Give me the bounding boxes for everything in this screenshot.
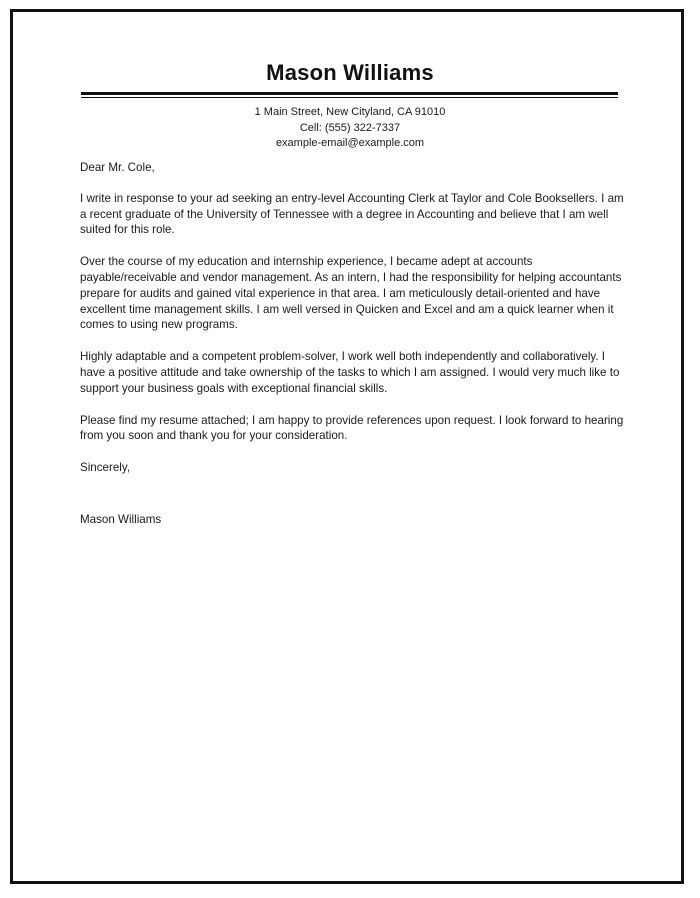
sender-name: Mason Williams bbox=[266, 60, 434, 85]
letter-body bbox=[80, 160, 625, 528]
sender-address: 1 Main Street, New Cityland, CA 91010 bbox=[254, 106, 446, 118]
letter-closing: Sincerely, bbox=[80, 461, 131, 475]
contact-block bbox=[0, 105, 700, 152]
letter-paragraph-1: I write in response to your ad seeking an entry-level Accounting Clerk at Taylor and Cole Booksellers. I am a recent graduate of the University of Tennessee with a degree in Accounting and believe that I am well suited for this role. bbox=[80, 191, 624, 237]
letter-signature: Mason Williams bbox=[80, 512, 162, 526]
letter-paragraph-3: Highly adaptable and a competent problem-solver, I work well both independently and collaboratively. I have a positive attitude and take ownership of the tasks to which I am assigned. I would very much like to support your business goals with exceptional financial skills. bbox=[80, 350, 620, 395]
letter-paragraph-4: Please find my resume attached; I am happy to provide references upon request. I look forward to hearing from you soon and thank you for your consideration. bbox=[80, 413, 624, 443]
letter-greeting: Dear Mr. Cole, bbox=[80, 161, 155, 174]
letter-paragraph-2: Over the course of my education and internship experience, I became adept at accounts payable/receivable and vendor management. As an intern, I had the responsibility for helping accountants prepare for audits and gained vital experience in that area. I am meticulously detail-oriented and have excellent time management skills. I am well versed in Quicken and Excel and am a quick learner when it comes to using new programs. bbox=[80, 255, 622, 332]
sender-email: example-email@example.com bbox=[275, 137, 425, 149]
header-divider-thin bbox=[81, 97, 618, 98]
sender-phone: Cell: (555) 322-7337 bbox=[299, 121, 401, 134]
header-divider-thick bbox=[81, 92, 618, 95]
